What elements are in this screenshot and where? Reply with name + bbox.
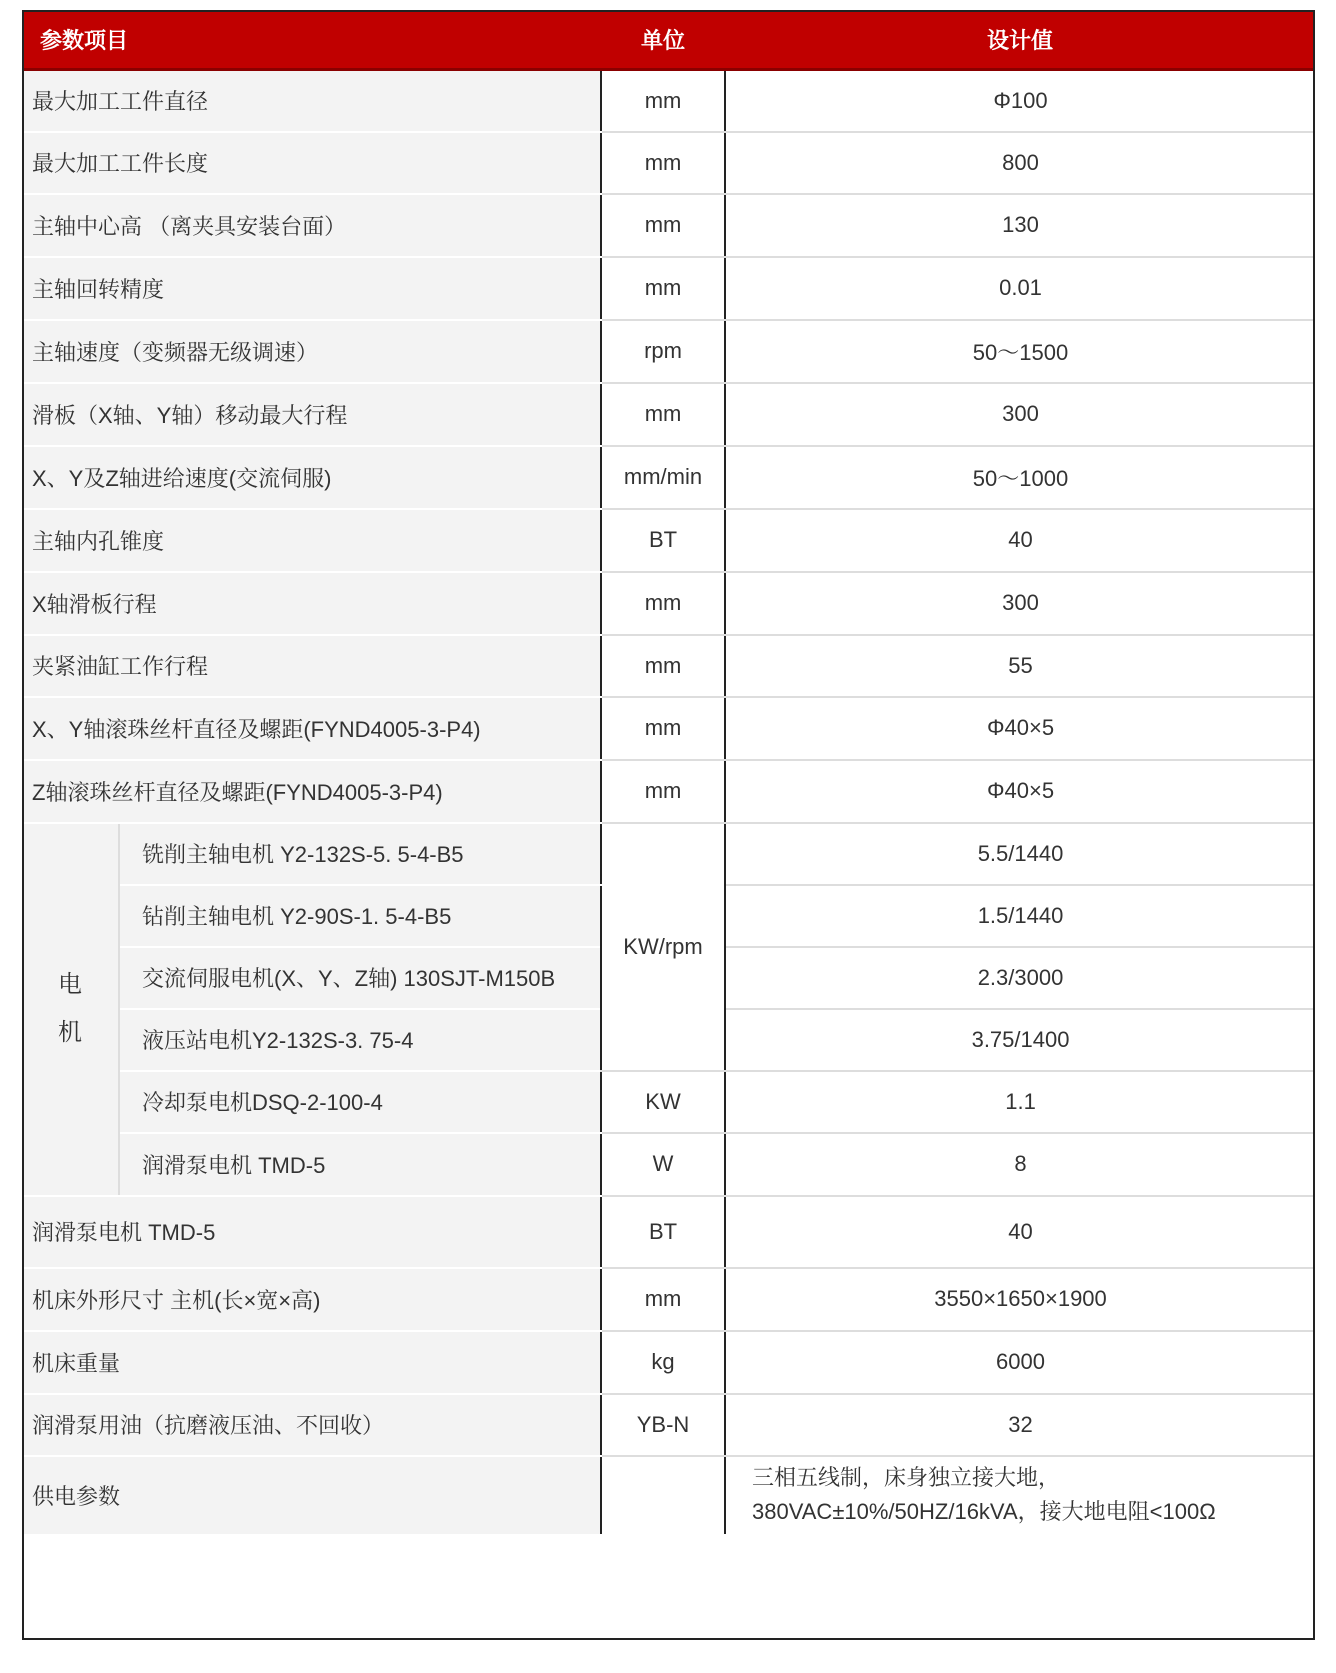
value-cell: 40 bbox=[725, 1196, 1315, 1268]
value-cell: 300 bbox=[725, 572, 1315, 635]
motor-group-label-line1: 电 bbox=[58, 971, 82, 998]
unit-cell: mm bbox=[601, 1268, 725, 1331]
motor-value-cell: 2.3/3000 bbox=[725, 947, 1315, 1009]
table-row bbox=[22, 760, 1315, 823]
motor-value-cell: 5.5/1440 bbox=[725, 823, 1315, 885]
motor-row bbox=[22, 1133, 1315, 1196]
motor-group-label-line2: 机 bbox=[58, 1019, 82, 1046]
unit-cell: mm bbox=[601, 760, 725, 823]
supply-value-cell bbox=[725, 1456, 1315, 1534]
param-cell: X、Y轴滚珠丝杆直径及螺距(FYND4005-3-P4) bbox=[22, 697, 601, 760]
table-row bbox=[22, 70, 1315, 132]
motor-group-label bbox=[22, 823, 119, 1196]
value-cell: 50～1000 bbox=[725, 446, 1315, 509]
motor-unit-cell: W bbox=[601, 1133, 725, 1196]
table-row bbox=[22, 446, 1315, 509]
header-param: 参数项目 bbox=[22, 10, 601, 70]
param-cell: 机床外形尺寸 主机(长×宽×高) bbox=[22, 1268, 601, 1331]
table-row bbox=[22, 257, 1315, 320]
value-cell: Φ40×5 bbox=[725, 760, 1315, 823]
motor-row bbox=[22, 823, 1315, 885]
motor-shared-unit: KW/rpm bbox=[601, 823, 725, 1071]
unit-cell: mm bbox=[601, 70, 725, 132]
motor-row bbox=[22, 1071, 1315, 1133]
motor-value-cell: 1.5/1440 bbox=[725, 885, 1315, 947]
value-cell: 800 bbox=[725, 132, 1315, 194]
supply-value-line1: 三相五线制，床身独立接大地， bbox=[752, 1465, 1061, 1490]
table-row bbox=[22, 1394, 1315, 1456]
motor-param-cell: 液压站电机Y2-132S-3. 75-4 bbox=[119, 1009, 601, 1071]
param-cell: 主轴中心高 （离夹具安装台面） bbox=[22, 194, 601, 257]
param-cell: 夹紧油缸工作行程 bbox=[22, 635, 601, 697]
unit-cell: mm bbox=[601, 132, 725, 194]
value-cell: 40 bbox=[725, 509, 1315, 572]
motor-param-cell: 钻削主轴电机 Y2-90S-1. 5-4-B5 bbox=[119, 885, 601, 947]
table-row bbox=[22, 509, 1315, 572]
value-cell: Φ100 bbox=[725, 70, 1315, 132]
value-cell: 55 bbox=[725, 635, 1315, 697]
supply-value-line2: 380VAC±10%/50HZ/16kVA，接大地电阻<100Ω bbox=[752, 1499, 1216, 1524]
unit-cell: mm bbox=[601, 572, 725, 635]
param-cell: 主轴回转精度 bbox=[22, 257, 601, 320]
param-cell: X轴滑板行程 bbox=[22, 572, 601, 635]
unit-cell: mm bbox=[601, 257, 725, 320]
motor-value-cell: 8 bbox=[725, 1133, 1315, 1196]
supply-row bbox=[22, 1456, 1315, 1534]
value-cell: 0.01 bbox=[725, 257, 1315, 320]
motor-param-cell: 润滑泵电机 TMD-5 bbox=[119, 1133, 601, 1196]
motor-value-cell: 3.75/1400 bbox=[725, 1009, 1315, 1071]
value-cell: 50～1500 bbox=[725, 320, 1315, 383]
param-cell: 最大加工工件直径 bbox=[22, 70, 601, 132]
param-cell: 最大加工工件长度 bbox=[22, 132, 601, 194]
unit-cell: mm/min bbox=[601, 446, 725, 509]
value-cell: 130 bbox=[725, 194, 1315, 257]
unit-cell: BT bbox=[601, 509, 725, 572]
unit-cell: YB-N bbox=[601, 1394, 725, 1456]
value-cell: Φ40×5 bbox=[725, 697, 1315, 760]
header-row bbox=[22, 10, 1315, 70]
param-cell: 滑板（X轴、Y轴）移动最大行程 bbox=[22, 383, 601, 446]
unit-cell: mm bbox=[601, 383, 725, 446]
unit-cell: BT bbox=[601, 1196, 725, 1268]
table-row bbox=[22, 1268, 1315, 1331]
param-cell: 主轴内孔锥度 bbox=[22, 509, 601, 572]
table-row bbox=[22, 383, 1315, 446]
table-row bbox=[22, 697, 1315, 760]
supply-param-cell: 供电参数 bbox=[22, 1456, 601, 1534]
unit-cell: mm bbox=[601, 697, 725, 760]
unit-cell: rpm bbox=[601, 320, 725, 383]
value-cell: 6000 bbox=[725, 1331, 1315, 1394]
table-row bbox=[22, 1331, 1315, 1394]
motor-param-cell: 铣削主轴电机 Y2-132S-5. 5-4-B5 bbox=[119, 823, 601, 885]
table-row bbox=[22, 1196, 1315, 1268]
header-value: 设计值 bbox=[725, 10, 1315, 70]
value-cell: 300 bbox=[725, 383, 1315, 446]
param-cell: 主轴速度（变频器无级调速） bbox=[22, 320, 601, 383]
param-cell: 润滑泵电机 TMD-5 bbox=[22, 1196, 601, 1268]
unit-cell: mm bbox=[601, 194, 725, 257]
unit-cell: mm bbox=[601, 635, 725, 697]
spec-table bbox=[22, 10, 1315, 1534]
table-row bbox=[22, 194, 1315, 257]
table-row bbox=[22, 635, 1315, 697]
supply-unit-cell bbox=[601, 1456, 725, 1534]
header-unit: 单位 bbox=[601, 10, 725, 70]
table-row bbox=[22, 320, 1315, 383]
motor-value-cell: 1.1 bbox=[725, 1071, 1315, 1133]
table-row bbox=[22, 132, 1315, 194]
param-cell: 润滑泵用油（抗磨液压油、不回收） bbox=[22, 1394, 601, 1456]
param-cell: 机床重量 bbox=[22, 1331, 601, 1394]
motor-param-cell: 交流伺服电机(X、Y、Z轴) 130SJT-M150B bbox=[119, 947, 601, 1009]
motor-param-cell: 冷却泵电机DSQ-2-100-4 bbox=[119, 1071, 601, 1133]
value-cell: 3550×1650×1900 bbox=[725, 1268, 1315, 1331]
table-row bbox=[22, 572, 1315, 635]
param-cell: Z轴滚珠丝杆直径及螺距(FYND4005-3-P4) bbox=[22, 760, 601, 823]
value-cell: 32 bbox=[725, 1394, 1315, 1456]
param-cell: X、Y及Z轴进给速度(交流伺服) bbox=[22, 446, 601, 509]
unit-cell: kg bbox=[601, 1331, 725, 1394]
motor-unit-cell: KW bbox=[601, 1071, 725, 1133]
